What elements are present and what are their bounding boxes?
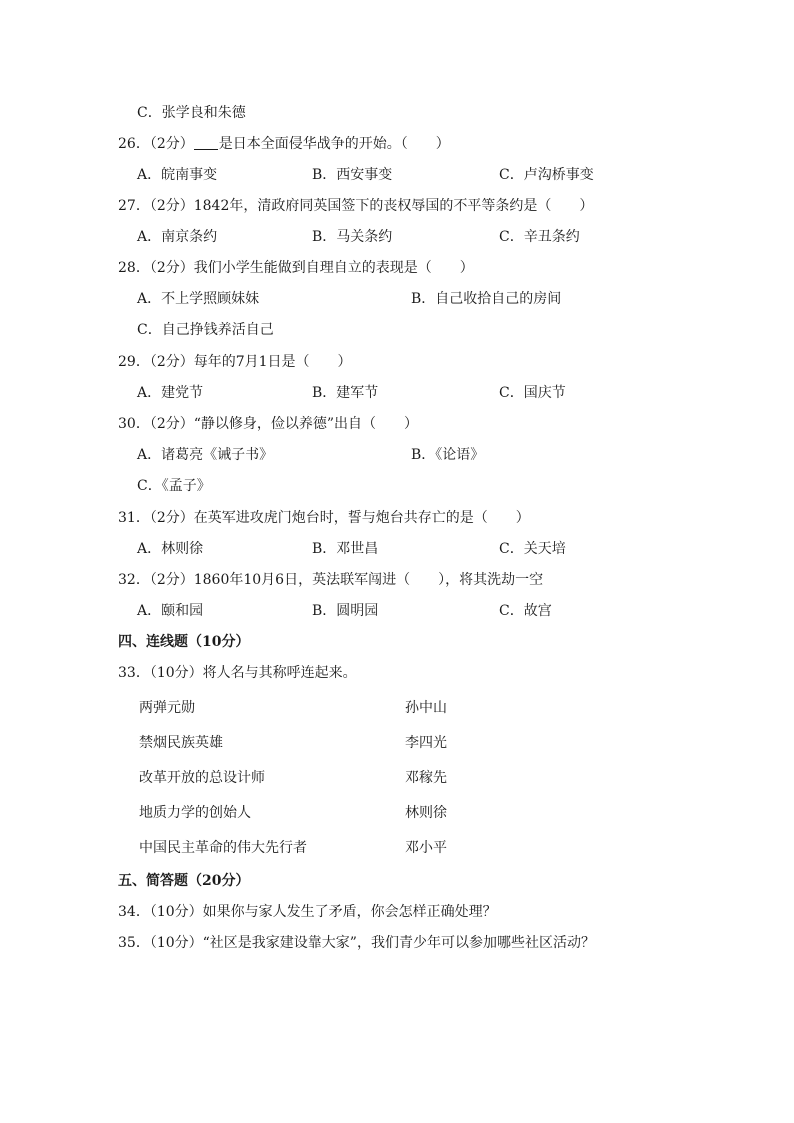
q31-option-a: A．林则徐 <box>137 541 204 557</box>
q28-stem: 28．（2分）我们小学生能做到自理自立的表现是（ ） <box>118 260 474 276</box>
q29-option-b: B．建军节 <box>312 385 379 401</box>
q28-option-b: B．自己收拾自己的房间 <box>411 291 562 307</box>
q27-stem: 27．（2分）1842年，清政府同英国签下的丧权辱国的不平等条约是（ ） <box>118 198 594 214</box>
q25-option-c: C．张学良和朱德 <box>137 105 246 121</box>
q35-stem: 35．（10分）“社区是我家建设靠大家”，我们青少年可以参加哪些社区活动？ <box>118 935 595 951</box>
q27-option-b: B．马关条约 <box>312 229 393 245</box>
q32-option-c: C．故宫 <box>499 603 552 619</box>
q26-option-a: A．皖南事变 <box>137 167 218 183</box>
q30-option-c: C．《孟子》 <box>137 478 211 494</box>
q26-stem-text: 是日本全面侵华战争的开始。（ ） <box>218 136 450 152</box>
match-right-item: 邓小平 <box>405 840 447 856</box>
q27-option-c: C．辛丑条约 <box>499 229 580 245</box>
q27-option-a: A．南京条约 <box>137 229 218 245</box>
q32-stem: 32．（2分）1860年10月6日，英法联军闯进（ ），将其洗劫一空 <box>118 572 544 588</box>
q29-option-c: C．国庆节 <box>499 385 566 401</box>
match-left-item: 地质力学的创始人 <box>139 805 251 821</box>
match-left-item: 两弹元勋 <box>139 700 195 716</box>
match-right-item: 邓稼先 <box>405 770 447 786</box>
q30-option-a: A．诸葛亮《诫子书》 <box>137 447 274 463</box>
q34-stem: 34．（10分）如果你与家人发生了矛盾，你会怎样正确处理？ <box>118 904 497 920</box>
q31-stem: 31．（2分）在英军进攻虎门炮台时，誓与炮台共存亡的是（ ） <box>118 510 530 526</box>
answer-blank <box>194 135 218 150</box>
match-right-item: 李四光 <box>405 735 447 751</box>
match-left-item: 禁烟民族英雄 <box>139 735 223 751</box>
section-heading-matching: 四、连线题（10分） <box>118 634 250 650</box>
q26-option-b: B．西安事变 <box>312 167 393 183</box>
q30-stem: 30．（2分）“静以修身，俭以养德”出自（ ） <box>118 416 419 432</box>
match-right-item: 林则徐 <box>405 805 447 821</box>
q31-option-b: B．邓世昌 <box>312 541 379 557</box>
match-left-item: 改革开放的总设计师 <box>139 770 265 786</box>
q29-stem: 29．（2分）每年的7月1日是（ ） <box>118 354 352 370</box>
q30-option-b: B．《论语》 <box>411 447 485 463</box>
q28-option-a: A．不上学照顾妹妹 <box>137 291 260 307</box>
q26-number: 26．（2分） <box>118 136 194 152</box>
q29-option-a: A．建党节 <box>137 385 204 401</box>
section-heading-short-answer: 五、简答题（20分） <box>118 873 250 889</box>
q33-stem: 33．（10分）将人名与其称呼连起来。 <box>118 665 357 681</box>
q28-option-c: C．自己挣钱养活自己 <box>137 322 274 338</box>
match-left-item: 中国民主革命的伟大先行者 <box>139 840 307 856</box>
match-right-item: 孙中山 <box>405 700 447 716</box>
q32-option-b: B．圆明园 <box>312 603 379 619</box>
q26-stem <box>118 135 450 153</box>
q31-option-c: C．关天培 <box>499 541 566 557</box>
q26-option-c: C．卢沟桥事变 <box>499 167 594 183</box>
q32-option-a: A．颐和园 <box>137 603 204 619</box>
